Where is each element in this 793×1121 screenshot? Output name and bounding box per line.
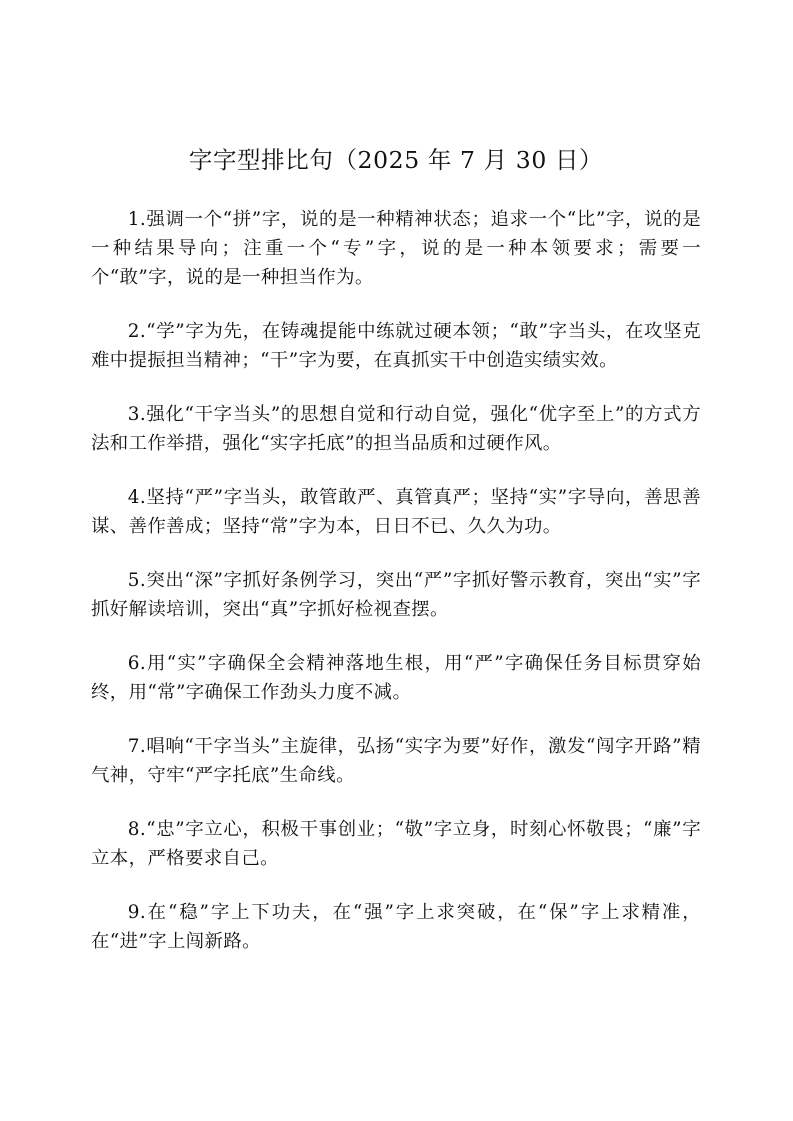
sentence-item-5: 5.突出“深”字抓好条例学习，突出“严”字抓好警示教育，突出“实”字抓好解读培训，突出“真”字抓好检视查摆。 (91, 570, 701, 620)
document-title: 字字型排比句（2025 年 7 月 30 日） (188, 146, 604, 174)
sentence-item-4: 4.坚持“严”字当头，敢管敢严、真管真严；坚持“实”字导向，善思善谋、善作善成；坚持“常”字为本，日日不已、久久为功。 (91, 487, 701, 537)
sentence-item-9: 9.在“稳”字上下功夫，在“强”字上求突破，在“保”字上求精准，在“进”字上闯新路。 (91, 902, 701, 952)
sentence-item-8: 8.“忠”字立心，积极干事创业；“敬”字立身，时刻心怀敬畏；“廉”字立本，严格要求自己。 (91, 819, 701, 869)
sentence-item-6: 6.用“实”字确保全会精神落地生根，用“严”字确保任务目标贯穿始终，用“常”字确保工作劲头力度不减。 (91, 653, 701, 703)
sentence-item-2: 2.“学”字为先，在铸魂提能中练就过硬本领；“敢”字当头，在攻坚克难中提振担当精神；“干”字为要，在真抓实干中创造实绩实效。 (91, 321, 701, 371)
sentence-item-7: 7.唱响“干字当头”主旋律，弘扬“实字为要”好作，激发“闯字开路”精气神，守牢“严字托底”生命线。 (91, 736, 701, 786)
sentence-item-3: 3.强化“干字当头”的思想自觉和行动自觉，强化“优字至上”的方式方法和工作举措，强化“实字托底”的担当品质和过硬作风。 (91, 404, 701, 454)
sentence-list (91, 205, 701, 956)
sentence-item-1: 1.强调一个“拼”字，说的是一种精神状态；追求一个“比”字，说的是一种结果导向；注重一个“专”字，说的是一种本领要求；需要一个“敢”字，说的是一种担当作为。 (91, 209, 701, 288)
